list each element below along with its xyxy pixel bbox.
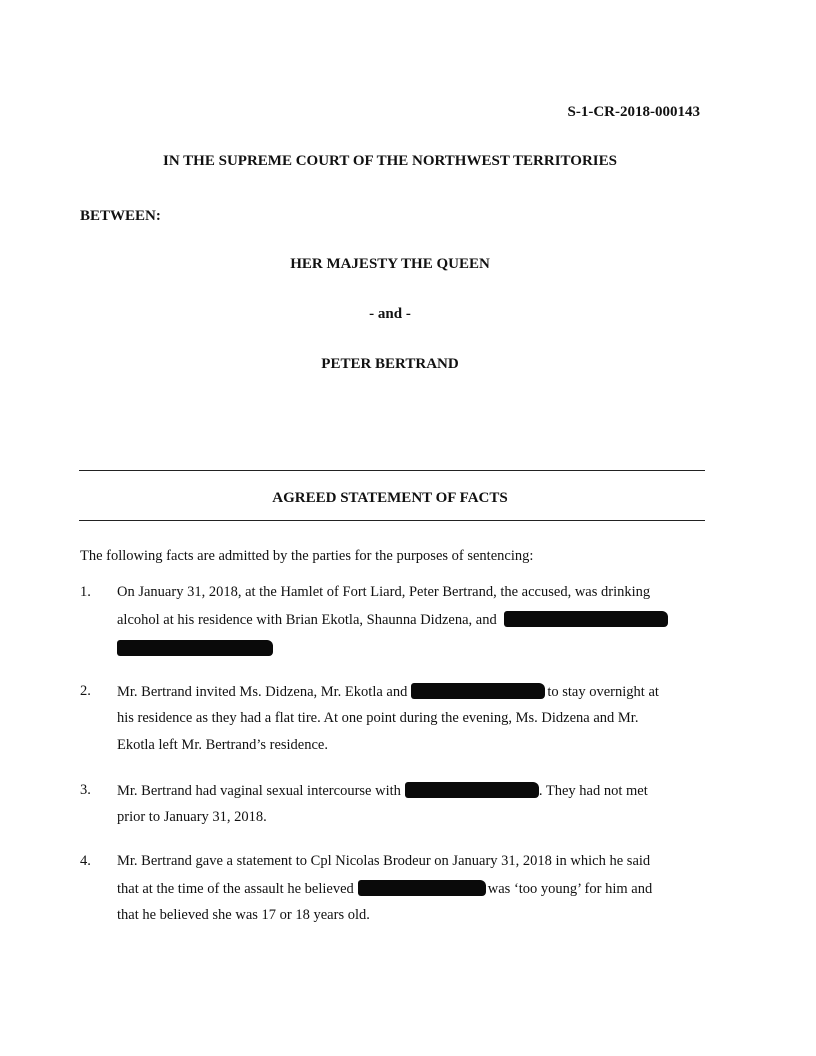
paragraph-text: Mr. Bertrand invited Ms. Didzena, Mr. Ekotla and — [117, 684, 408, 700]
redaction-block — [411, 683, 545, 699]
paragraph-line — [117, 611, 668, 629]
court-file-number: S-1-CR-2018-000143 — [567, 104, 700, 120]
redaction-block — [504, 611, 668, 627]
paragraph-text: that at the time of the assault he believed — [117, 881, 354, 897]
paragraph-line: prior to January 31, 2018. — [117, 809, 267, 825]
party-accused: PETER BERTRAND — [321, 356, 459, 372]
paragraph-line: Ekotla left Mr. Bertrand’s residence. — [117, 737, 328, 753]
redaction-block — [117, 640, 273, 656]
paragraph-line — [117, 683, 659, 701]
redaction-block — [405, 782, 539, 798]
paragraph-text: Mr. Bertrand had vaginal sexual intercourse with — [117, 783, 401, 799]
paragraph-line — [117, 640, 273, 658]
paragraph-text: alcohol at his residence with Brian Ekotla, Shaunna Didzena, and — [117, 612, 497, 628]
paragraph-text: . They had not met — [538, 783, 648, 799]
paragraph-line: Mr. Bertrand gave a statement to Cpl Nicolas Brodeur on January 31, 2018 in which he said — [117, 853, 651, 869]
paragraph-line — [117, 880, 652, 898]
party-crown: HER MAJESTY THE QUEEN — [290, 256, 490, 272]
title-rule-top — [79, 470, 705, 471]
between-label: BETWEEN: — [80, 208, 161, 224]
court-name: IN THE SUPREME COURT OF THE NORTHWEST TERRITORIES — [163, 153, 617, 169]
paragraph-number: 4. — [80, 853, 91, 869]
paragraph-text: was ‘too young’ for him and — [487, 881, 653, 897]
paragraph-line: that he believed she was 17 or 18 years old. — [117, 907, 370, 923]
paragraph-line: his residence as they had a flat tire. At one point during the evening, Ms. Didzena and Mr. — [117, 710, 639, 726]
intro-text: The following facts are admitted by the parties for the purposes of sentencing: — [80, 548, 534, 564]
title-rule-bottom — [79, 520, 705, 521]
paragraph-number: 3. — [80, 782, 91, 798]
and-label: - and - — [369, 306, 411, 322]
paragraph-line: On January 31, 2018, at the Hamlet of Fort Liard, Peter Bertrand, the accused, was drinking — [117, 584, 651, 600]
document-title: AGREED STATEMENT OF FACTS — [272, 490, 508, 506]
redaction-block — [358, 880, 486, 896]
paragraph-text: to stay overnight at — [547, 684, 659, 700]
paragraph-number: 1. — [80, 584, 91, 600]
paragraph-line — [117, 782, 648, 800]
paragraph-number: 2. — [80, 683, 91, 699]
